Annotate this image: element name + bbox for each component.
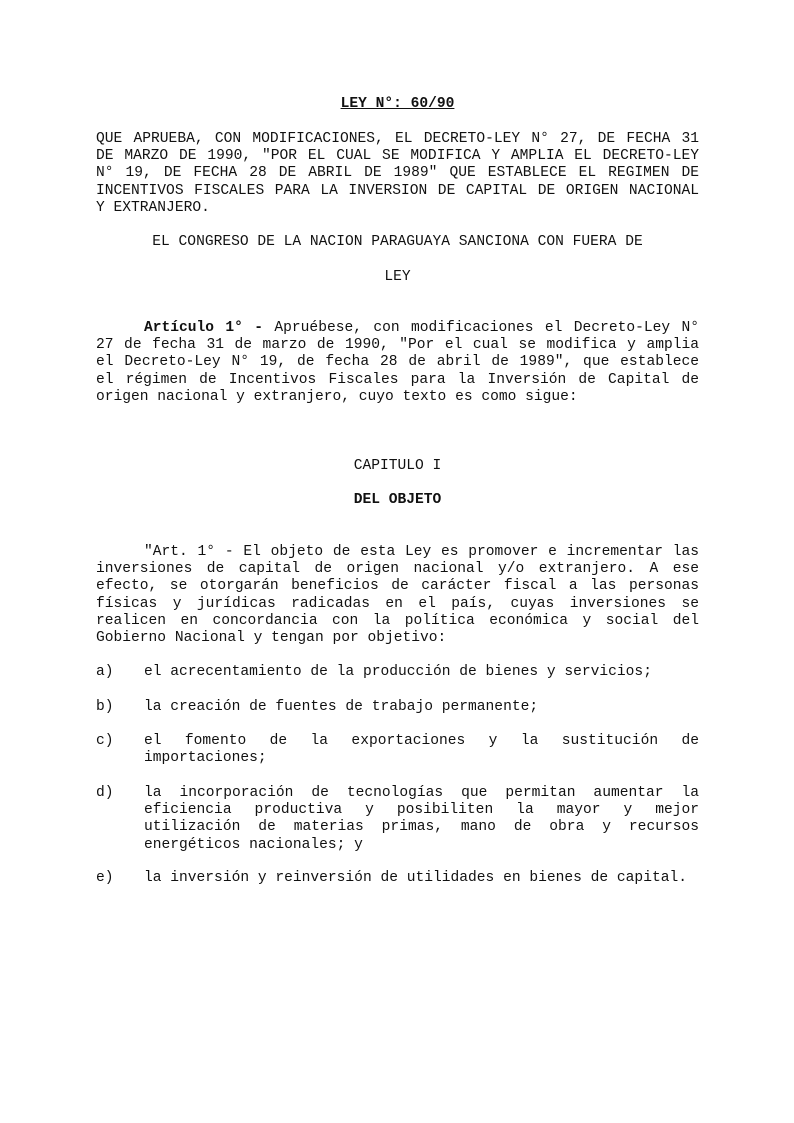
article-1 <box>96 320 699 406</box>
enactment-word: LEY <box>384 269 411 285</box>
list-item-text: el acrecentamiento de la producción de bienes y servicios; <box>144 664 652 680</box>
list-item-letter: b) <box>96 699 114 715</box>
list-item <box>96 664 699 681</box>
chapter-number: CAPITULO I <box>353 458 442 474</box>
art-objeto: "Art. 1° - El objeto de esta Ley es promover e incrementar las inversiones de capital de origen nacional y/o extranjero. A ese efecto, se otorgarán beneficios de carácter fiscal a las personas físicas y jurídicas radicadas en el país, cuyas inversiones se realicen en concordancia con la política económica y social del Gobierno Nacional y tengan por objetivo: <box>96 544 699 647</box>
article-1-text: Apruébese, con modificaciones el Decreto-Ley N° 27 de fecha 31 de marzo de 1990, "Por el cual se modifica y amplia el Decreto-Ley N° 19, de fecha 28 de abril de 1989", que establece el régimen de Incentivos Fiscales para la Inversión de Capital de origen nacional y extranjero, cuyo texto es como sigue: <box>96 320 699 405</box>
list-item-letter: c) <box>96 733 114 749</box>
list-item <box>96 870 699 887</box>
list-item <box>96 699 699 716</box>
list-item-text: la creación de fuentes de trabajo permanente; <box>144 699 539 715</box>
enactment-formula: EL CONGRESO DE LA NACION PARAGUAYA SANCIONA CON FUERA DE <box>152 234 643 250</box>
list-item-text: el fomento de la exportaciones y la sustitución de importaciones; <box>144 733 699 767</box>
list-item <box>96 785 699 854</box>
list-item-text: la inversión y reinversión de utilidades en bienes de capital. <box>144 870 687 886</box>
list-item-letter: d) <box>96 785 114 801</box>
list-item <box>96 733 699 767</box>
list-item-letter: e) <box>96 870 114 886</box>
preamble: QUE APRUEBA, CON MODIFICACIONES, EL DECRETO-LEY N° 27, DE FECHA 31 DE MARZO DE 1990, "POR EL CUAL SE MODIFICA Y AMPLIA EL DECRETO-LEY N° 19, DE FECHA 28 DE ABRIL DE 1989" QUE ESTABLECE EL REGIMEN DE INCENTIVOS FISCALES PARA LA INVERSION DE CAPITAL DE ORIGEN NACIONAL Y EXTRANJERO. <box>96 131 699 216</box>
chapter-name: DEL OBJETO <box>353 492 442 508</box>
article-1-heading: Artículo 1° - <box>144 320 264 336</box>
law-title: LEY N°: 60/90 <box>340 96 455 112</box>
list-item-text: la incorporación de tecnologías que permitan aumentar la eficiencia productiva y posibiliten la mayor y mejor utilización de materias primas, mano de obra y recursos energéticos nacionales; y <box>144 785 699 853</box>
list-item-letter: a) <box>96 664 114 680</box>
